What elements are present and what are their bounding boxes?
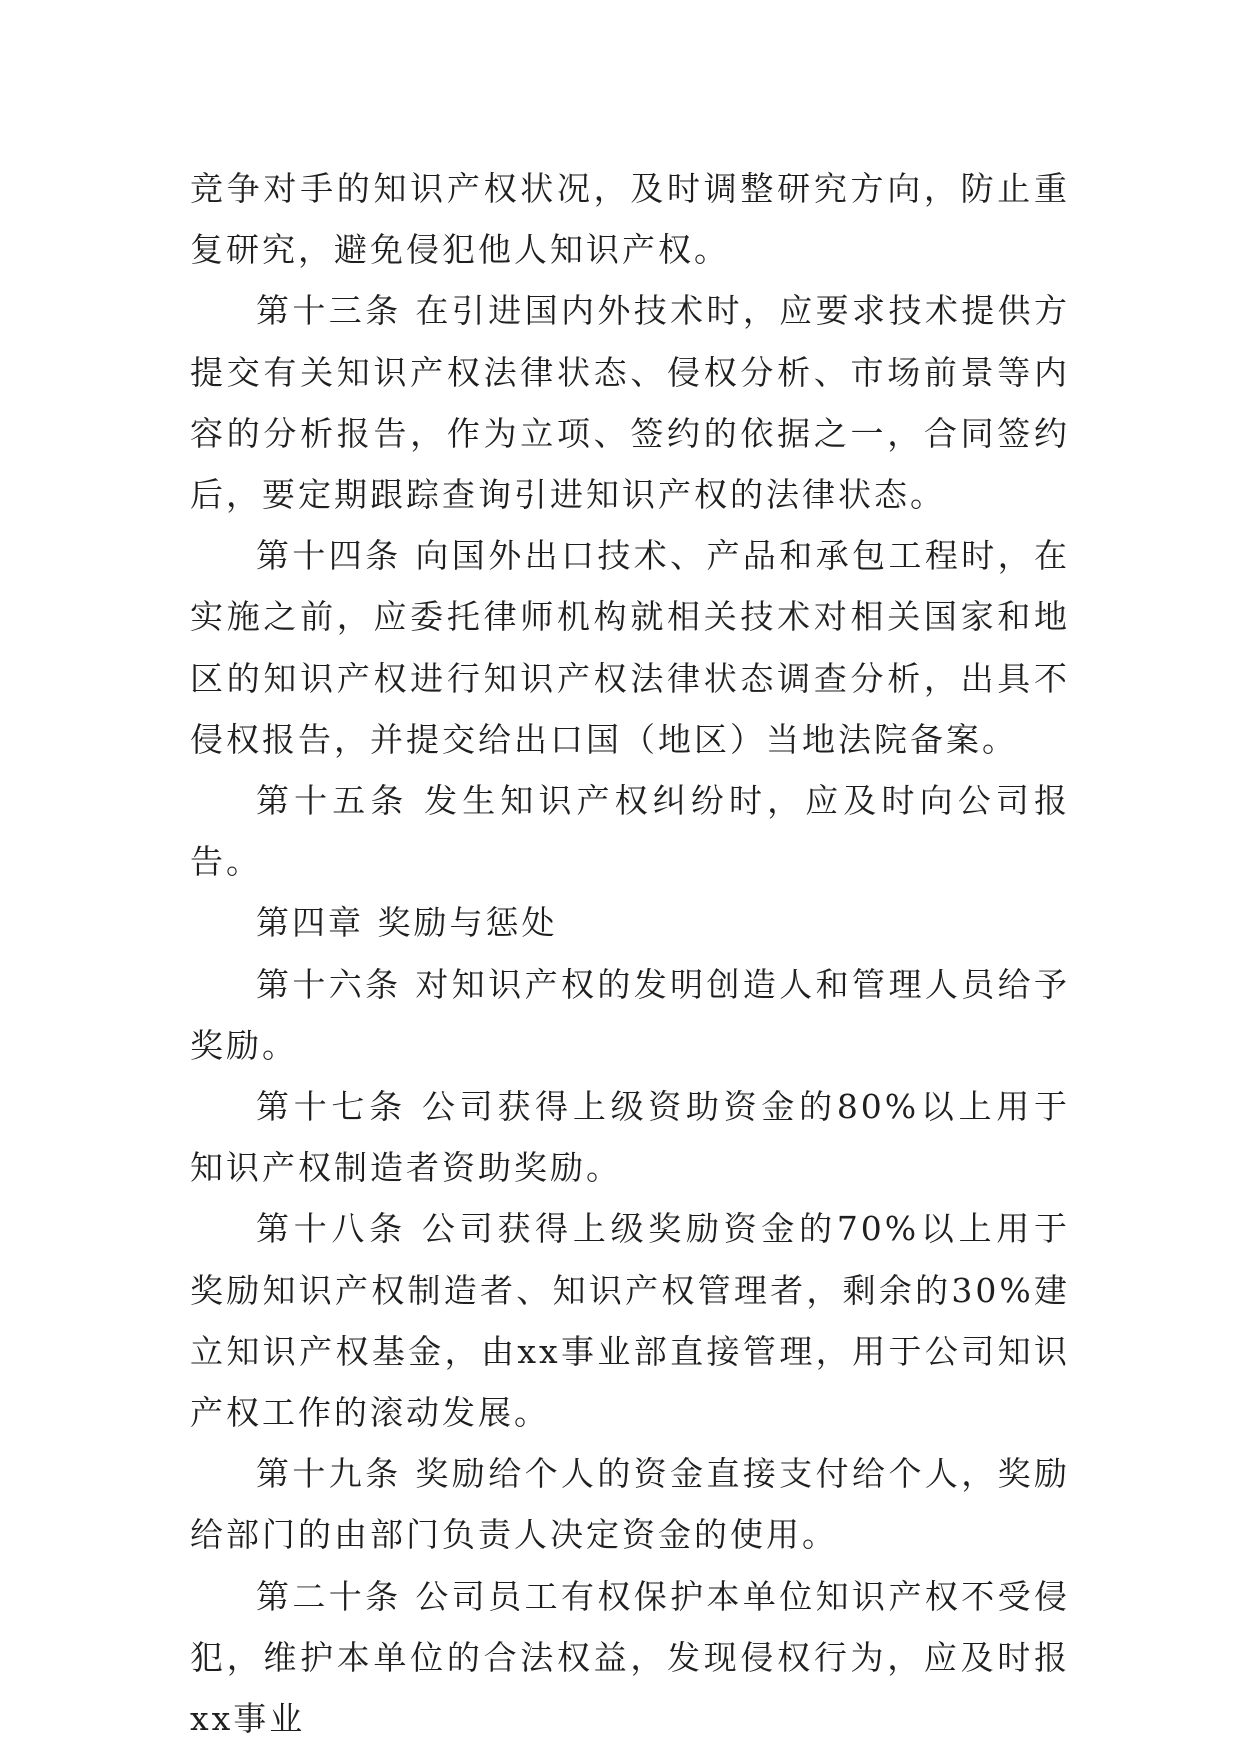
paragraph-article-14: 第十四条 向国外出口技术、产品和承包工程时，在实施之前，应委托律师机构就相关技术对相关国家和地区的知识产权进行知识产权法律状态调查分析，出具不侵权报告，并提交给出口国（地区）当地法院备案。 <box>190 536 1070 759</box>
paragraph-article-17: 第十七条 公司获得上级资助资金的80%以上用于知识产权制造者资助奖励。 <box>190 1087 1070 1188</box>
paragraph-article-13: 第十三条 在引进国内外技术时，应要求技术提供方提交有关知识产权法律状态、侵权分析、市场前景等内容的分析报告，作为立项、签约的依据之一，合同签约后，要定期跟踪查询引进知识产权的法律状态。 <box>190 291 1070 515</box>
paragraph-article-19: 第十九条 奖励给个人的资金直接支付给个人，奖励给部门的由部门负责人决定资金的使用。 <box>190 1454 1070 1555</box>
document-body <box>190 158 1070 1749</box>
chapter-heading: 第四章 奖励与惩处 <box>256 903 558 943</box>
paragraph-article-16: 第十六条 对知识产权的发明创造人和管理人员给予奖励。 <box>190 964 1070 1065</box>
paragraph-article-20: 第二十条 公司员工有权保护本单位知识产权不受侵犯，维护本单位的合法权益，发现侵权行为，应及时报xx事业 <box>190 1576 1070 1739</box>
paragraph-article-15: 第十五条 发生知识产权纠纷时，应及时向公司报告。 <box>190 781 1070 882</box>
paragraph-article-18: 第十八条 公司获得上级奖励资金的70%以上用于奖励知识产权制造者、知识产权管理者，剩余的30%建立知识产权基金，由xx事业部直接管理，用于公司知识产权工作的滚动发展。 <box>190 1209 1070 1433</box>
paragraph-1: 竞争对手的知识产权状况，及时调整研究方向，防止重复研究，避免侵犯他人知识产权。 <box>190 169 1070 270</box>
